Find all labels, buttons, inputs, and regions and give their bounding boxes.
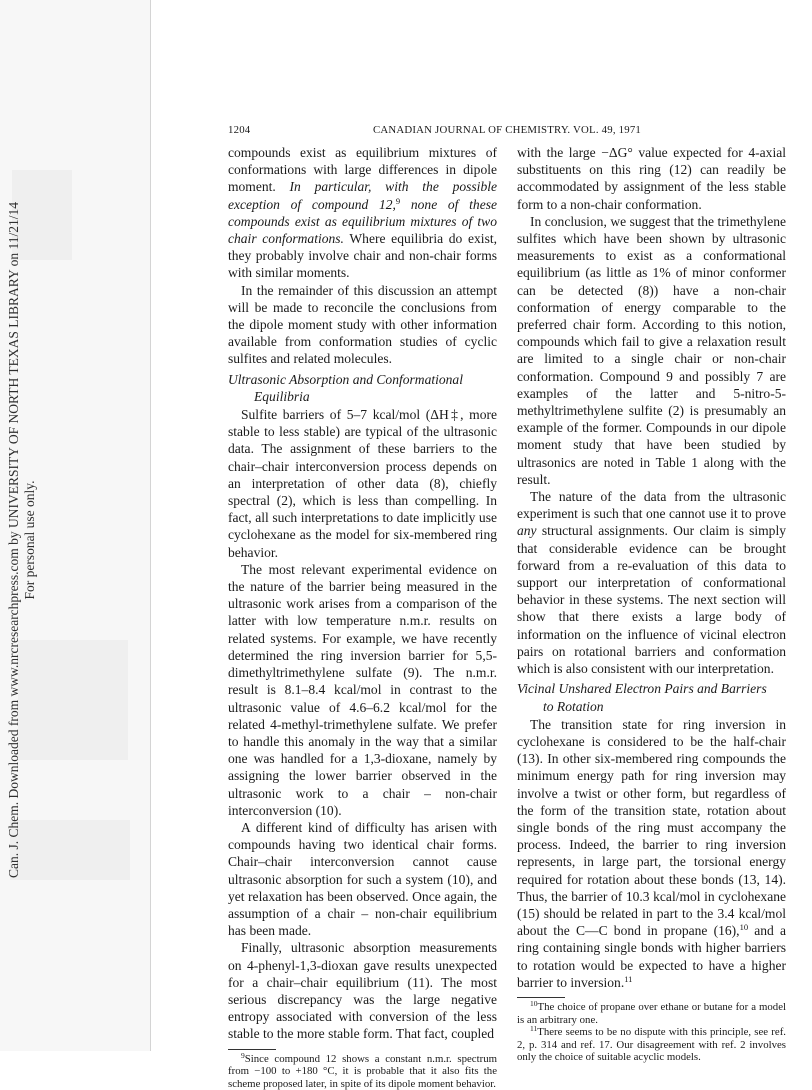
footnote: $^9$Since compound 12 shows a constant n.m.r. spectrum from −100 to +180 °C, it is probable that it also fits the scheme proposed later, in spite of its dipole moment behavior. bbox=[228, 1050, 497, 1090]
paragraph: In conclusion, we suggest that the trimethylene sulfites which have been shown by ultrasonic measurements to exist as a conformational equilibrium (as little as 1% of minor conformer can be detected (8)) have a non-chair conformation of energy comparable to the preferred chair form. According to this notion, compounds which fail to give a relaxation result are limited to a single chair or non-chair conformation. Compound 9 and possibly 7 are examples of the latter and 5-nitro-5-methyltrimethylene sulfite (2) is presumably an example of the former. Compounds in our dipole moment study that have been studied by ultrasonics are noted in Table 1 along with the result. bbox=[517, 213, 786, 487]
paragraph: Finally, ultrasonic absorption measurements on 4-phenyl-1,3-dioxan gave results unexpected for a chair–chair equilibrium (11). The most serious discrepancy was the large negative entropy associated with conversion of the less stable to the more stable form. That fact, coupled bbox=[228, 940, 497, 1042]
journal-title: CANADIAN JOURNAL OF CHEMISTRY. VOL. 49, 1971 bbox=[372, 124, 642, 136]
left-column bbox=[228, 144, 497, 1090]
paragraph: The nature of the data from the ultrasonic experiment is such that one cannot use it to prove any structural assignments. Our claim is simply that considerable evidence can be brought forward from a re-evaluation of this data to support our interpretation of conformational behavior in these systems. The next section will show that there exists a large body of information on the influence of vicinal electron pairs on rotational barriers and conformation which is also consistent with our interpretation. bbox=[517, 489, 786, 677]
footnote-ref: 10 bbox=[739, 922, 749, 933]
right-column bbox=[517, 144, 786, 1064]
paragraph: with the large −ΔG° value expected for 4-axial substituents on this ring (12) can readily be accommodated by assignment of the less stable form to a non-chair conformation. bbox=[517, 145, 786, 212]
footnote: $^{10}$The choice of propane over ethane or butane for a model is an arbitrary one. bbox=[517, 998, 786, 1026]
download-watermark bbox=[6, 202, 38, 878]
paragraph: A different kind of difficulty has arisen with compounds having two identical chair forms. Chair–chair interconversion cannot cause ultrasonic absorption for such a system (10), and yet relaxation has been observed. Once again, the assumption of a chair – non-chair equilibrium has been made. bbox=[228, 819, 497, 939]
paragraph: In the remainder of this discussion an attempt will be made to reconcile the conclusions from the dipole moment study with other information available from conformation studies of cyclic sulfites and related molecules. bbox=[228, 282, 497, 367]
footnote-ref: 9 bbox=[395, 195, 401, 206]
footnote: $^{11}$There seems to be no dispute with this principle, see ref. 2, p. 314 and ref. 17. Our disagreement with ref. 2 involves only the choice of suitable acyclic models. bbox=[517, 1024, 786, 1064]
page-number: 1204 bbox=[228, 124, 251, 136]
section-heading: Ultrasonic Absorption and Conformational Equilibria bbox=[228, 371, 463, 404]
footnote-rule bbox=[228, 1049, 276, 1050]
paragraph: compounds exist as equilibrium mixtures of conformations with large differences in dipole moment. In particular, with the possible exception of compound 12,$^9$ none of these compounds exist as equilibrium mixtures of two chair conformations. Where equilibria do exist, they probably involve chair and non-chair forms with similar moments. bbox=[228, 145, 497, 281]
section-heading: Vicinal Unshared Electron Pairs and Barriers to Rotation bbox=[517, 681, 767, 714]
footnote-rule bbox=[517, 997, 565, 998]
watermark-line-2: For personal use only. bbox=[22, 480, 37, 600]
paragraph: The transition state for ring inversion in cyclohexane is considered to be the half-chair (13). In other six-membered ring compounds the minimum energy path for ring inversion may involve a twist or other form, but regardless of the form of the transition state, rotation about single bonds of the ring must accompany the process. Indeed, the barrier to ring inversion represents, in large part, the torsional energy required for rotation about these bonds (13, 14). Thus, the barrier of 10.3 kcal/mol in cyclohexane (15) should be related in part to the 3.4 kcal/mol about the C—C bond in propane (16),$^{10}$ and a ring containing single bonds with higher barriers to rotation would be expected to have a higher barrier to inversion.$^{11}$ bbox=[517, 716, 786, 990]
page-gutter-line bbox=[150, 0, 151, 1051]
paragraph: The most relevant experimental evidence on the nature of the barrier being measured in the ultrasonic work arises from a comparison of the latter with low temperature n.m.r. results on related systems. For example, we have recently determined the ring inversion barrier for 5,5-dimethyltrimethylene sulfate (9). The n.m.r. result is 8.1–8.4 kcal/mol in contrast to the ultrasonic value of 4.6–6.2 kcal/mol for the related 4-methyl-trimethylene sulfate. We prefer to handle this anomaly in the way that a similar one was handled for a 1,3-dioxane, namely by assigning the lower barrier observed in the ultrasonic work to a chair – non-chair interconversion (10). bbox=[228, 561, 497, 818]
paragraph: Sulfite barriers of 5–7 kcal/mol (ΔH‡, more stable to less stable) are typical of the ultrasonic data. The assignment of these barriers to the chair–chair interconversion process depends on an interpretation of other data (8), chiefly spectral (2), which is less than compelling. In fact, all such interpretations to date implicitly use cyclohexane as the model for six-membered ring behavior. bbox=[228, 407, 497, 560]
watermark-line-1: Can. J. Chem. Downloaded from www.nrcresearchpress.com by UNIVERSITY OF NORTH TEXAS LIBRARY on 11/21/14 bbox=[6, 202, 21, 878]
running-head bbox=[228, 124, 786, 140]
footnote-ref: 11 bbox=[624, 973, 633, 984]
